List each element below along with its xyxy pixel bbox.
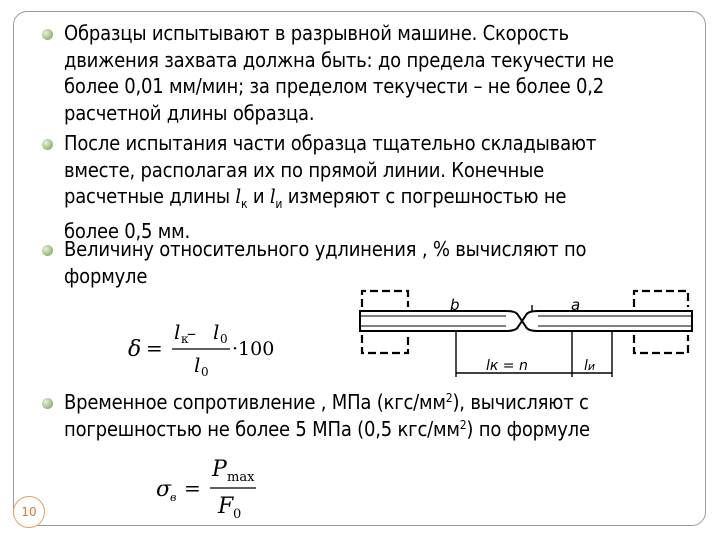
elongation-formula xyxy=(120,312,290,384)
text-line: После испытания части образца тщательно складывают xyxy=(64,131,597,155)
text-run: измеряют с погрешностью не xyxy=(282,184,567,208)
grip-right-bottom xyxy=(634,335,688,353)
equals-sign: = xyxy=(184,476,201,500)
sigma-sub-v: в xyxy=(170,491,177,504)
label-lk-l: l xyxy=(486,358,490,374)
symbol-l: l xyxy=(269,184,276,208)
sigma-symbol: σ xyxy=(156,477,172,502)
text-line: расчетной длины образца. xyxy=(64,100,315,125)
text-line: более 0,5 мм. xyxy=(64,218,191,243)
label-lk-rest: к = n xyxy=(489,358,528,374)
subscript-k: к xyxy=(240,197,248,211)
label-li xyxy=(584,358,595,374)
label-lk xyxy=(486,358,528,374)
bullet-icon xyxy=(42,398,53,409)
paragraph-tensile-strength xyxy=(64,389,590,442)
numerator-l0: l xyxy=(213,320,220,344)
superscript-2: 2 xyxy=(445,391,453,405)
text-line-lengths xyxy=(64,183,596,218)
numerator-sub-k: к xyxy=(181,332,189,346)
symbol-l: l xyxy=(235,184,241,208)
text-line: Образцы испытывают в разрывной машине. Скорость xyxy=(64,21,569,45)
numerator-p: P xyxy=(212,457,227,482)
text-line: Величину относительного удлинения , % вычисляют по xyxy=(64,237,587,261)
text-run: ), вычисляют с xyxy=(452,390,589,414)
text-line: формуле xyxy=(64,263,148,288)
specimen-diagram xyxy=(356,285,700,385)
denominator-sub-0: 0 xyxy=(233,507,242,522)
label-li-sub: и xyxy=(587,360,596,373)
grip-left-top xyxy=(362,291,408,307)
subscript-i: и xyxy=(275,197,283,211)
text-line xyxy=(64,416,590,443)
specimen-left-piece xyxy=(360,311,522,331)
label-li-l: l xyxy=(584,358,588,374)
minus-sign: – xyxy=(187,323,196,344)
numerator-l: l xyxy=(174,320,181,344)
page-number-badge: 10 xyxy=(13,496,45,528)
equals-sign: = xyxy=(146,336,163,360)
delta-symbol: δ xyxy=(128,337,142,362)
text-line: вместе, располагая их по прямой линии. Конечные xyxy=(64,157,544,182)
grip-left-bottom xyxy=(362,335,408,353)
tensile-strength-formula xyxy=(150,450,280,525)
numerator-sub-0: 0 xyxy=(220,332,228,346)
paragraph-after-test xyxy=(64,130,596,244)
denominator-f: F xyxy=(218,494,234,519)
denominator-l: l xyxy=(194,353,201,377)
text-run: расчетные длины xyxy=(64,184,236,208)
text-run: погрешностью не более 5 МПа (0,5 кгс/мм xyxy=(64,416,460,441)
text-line: более 0,01 мм/мин; за пределом текучести – не более 0,2 xyxy=(64,74,605,98)
text-run: Временное сопротивление , МПа (кгс/мм xyxy=(64,390,446,414)
specimen-body xyxy=(360,311,692,331)
text-line: движения захвата должна быть: до предела текучести не xyxy=(64,47,614,72)
grip-right-top xyxy=(634,291,688,307)
text-line xyxy=(64,389,590,416)
label-b: b xyxy=(450,296,460,314)
denominator-sub-0: 0 xyxy=(201,365,209,379)
paragraph-elongation xyxy=(64,236,586,289)
multiplier: ·100 xyxy=(232,338,275,360)
paragraph-sample-testing xyxy=(64,20,614,126)
bullet-icon xyxy=(42,29,53,40)
bullet-icon xyxy=(42,139,53,150)
bullet-icon xyxy=(42,245,53,256)
text-run: ) по формуле xyxy=(466,416,590,441)
text-run: и xyxy=(247,184,270,208)
numerator-sub-max: max xyxy=(227,470,255,485)
label-a: a xyxy=(571,296,581,314)
superscript-2: 2 xyxy=(459,417,467,432)
specimen-right-piece xyxy=(522,311,692,331)
